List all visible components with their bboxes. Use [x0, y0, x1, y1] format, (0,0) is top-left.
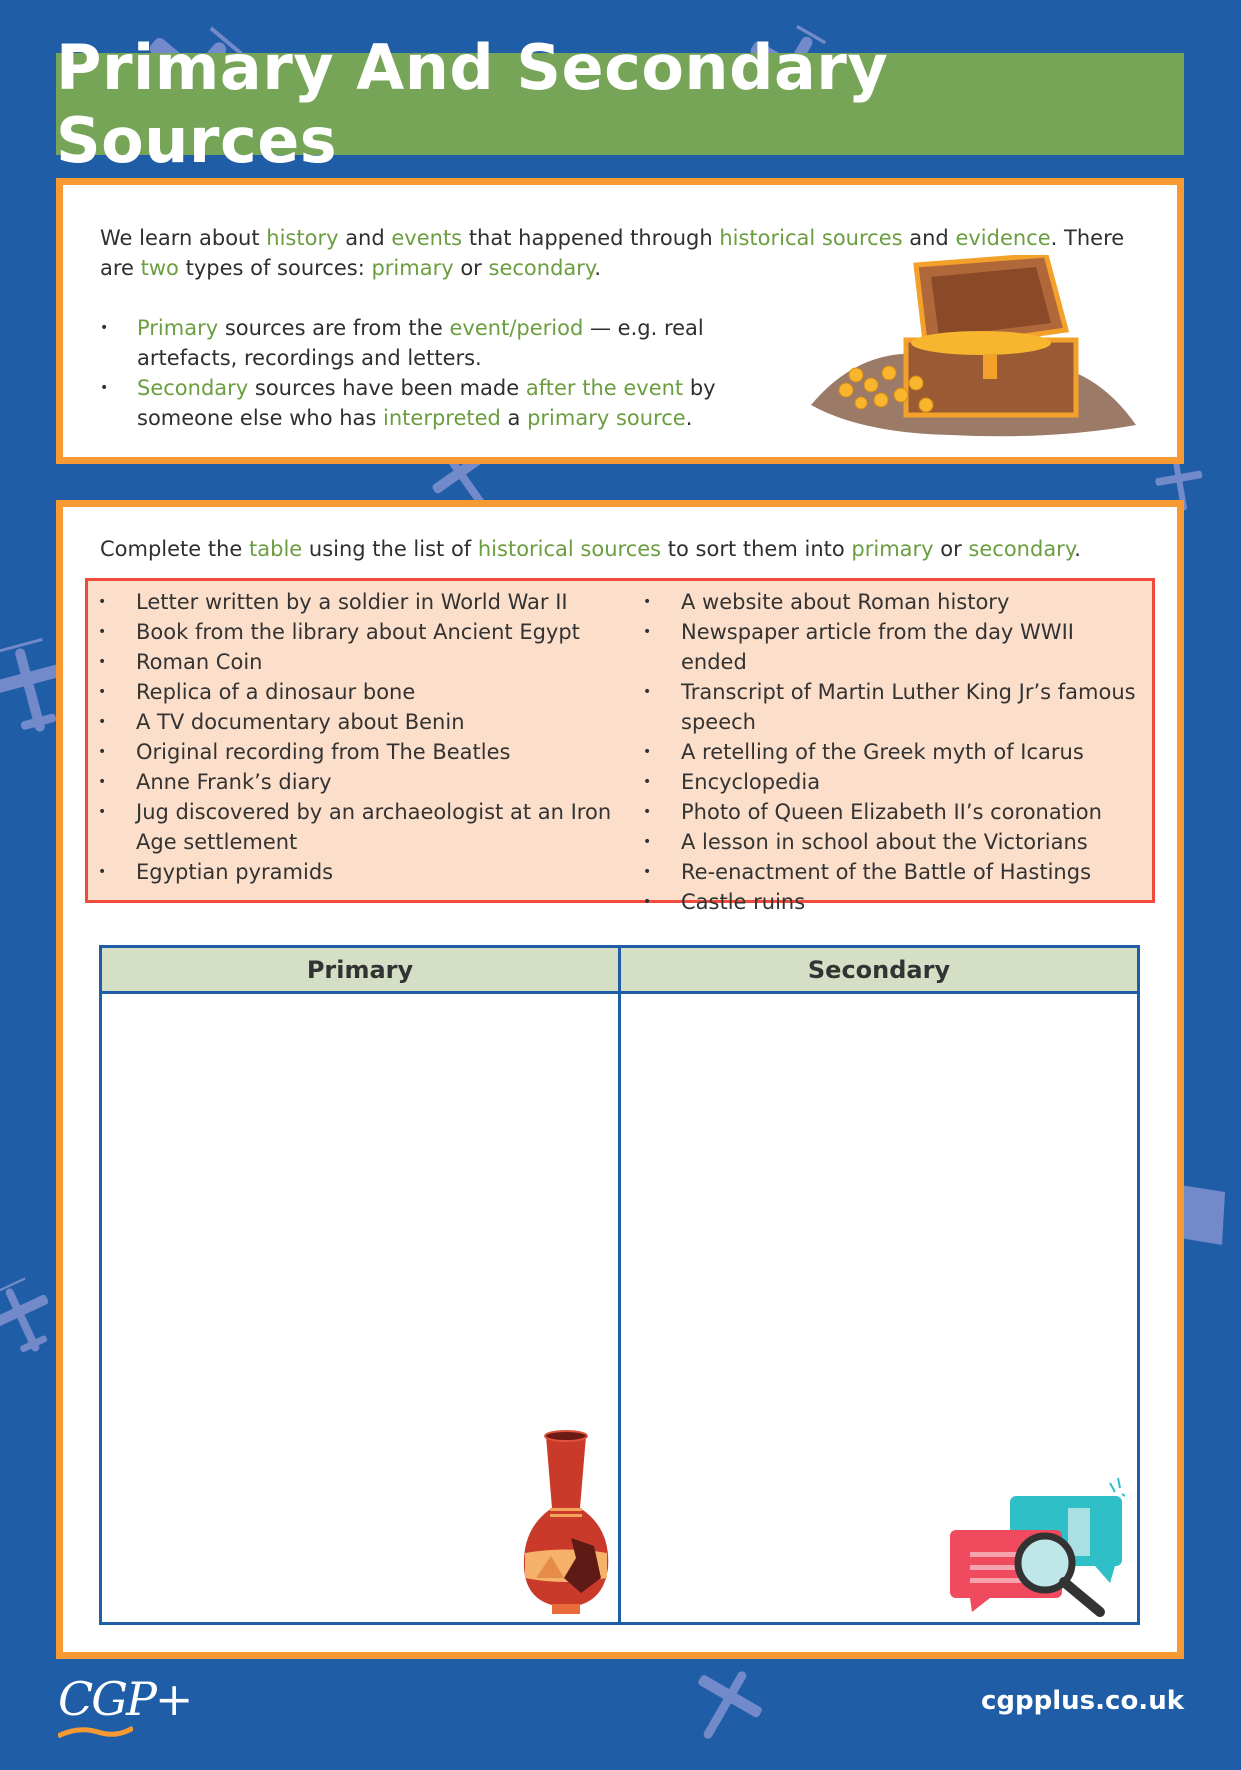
text-span: and — [338, 226, 392, 250]
text-span: . There are — [100, 226, 1125, 280]
primary-column — [102, 948, 618, 1622]
source-item: • Jug discovered by an archaeologist at an Iron Age settlement — [98, 797, 618, 857]
title-banner — [56, 31, 1184, 177]
source-item: • Re-enactment of the Battle of Hastings — [643, 857, 1143, 887]
text-span: sources are from the — [218, 316, 450, 340]
text-span: — e.g. real artefacts, recordings and letters. — [137, 316, 704, 370]
text-span: and — [902, 226, 956, 250]
text-span: using the list of — [302, 537, 478, 561]
highlight-span: two — [140, 256, 179, 280]
source-item: • Castle ruins — [643, 887, 1143, 917]
highlight-span: secondary — [968, 537, 1075, 561]
text-span: to sort them into — [661, 537, 852, 561]
intro-bullet-primary — [100, 313, 780, 373]
highlight-span: primary — [851, 537, 934, 561]
text-span: or — [933, 537, 969, 561]
highlight-span: primary — [371, 256, 454, 280]
intro-bullet-list — [100, 313, 780, 433]
text-span: sources have been made — [248, 376, 526, 400]
secondary-column — [618, 948, 1137, 1622]
highlight-span: events — [391, 226, 463, 250]
highlight-span: interpreted — [383, 406, 501, 430]
plane-silhouette-icon — [667, 1640, 783, 1770]
page-title: Primary And Secondary Sources — [56, 31, 889, 177]
sources-list-box — [85, 578, 1155, 914]
source-item: • Newspaper article from the day WWII ended — [643, 617, 1143, 677]
source-item: • A retelling of the Greek myth of Icarus — [643, 737, 1143, 767]
magnifier-speech-bubbles-icon — [950, 1478, 1125, 1618]
text-span: We learn about — [100, 226, 267, 250]
highlight-span: primary source — [527, 406, 686, 430]
source-item: • Anne Frank’s diary — [98, 767, 618, 797]
source-item: • Photo of Queen Elizabeth II’s coronation — [643, 797, 1143, 827]
task-panel — [56, 500, 1184, 1659]
highlight-span: after the event — [525, 376, 684, 400]
text-span: . — [685, 406, 693, 430]
source-item: • Egyptian pyramids — [98, 857, 618, 887]
source-item: • Original recording from The Beatles — [98, 737, 618, 767]
logo-text: CGP+ — [58, 1672, 192, 1726]
text-span: by someone else who has — [137, 376, 716, 430]
plane-silhouette-icon — [1180, 1180, 1230, 1250]
text-span: Complete the — [100, 537, 250, 561]
highlight-span: historical sources — [719, 226, 903, 250]
highlight-span: history — [266, 226, 339, 250]
sorting-table — [99, 945, 1140, 1625]
text-span: that happened through — [462, 226, 720, 250]
highlight-span: Secondary — [137, 376, 249, 400]
sources-list-left — [98, 587, 618, 887]
cgp-plus-logo — [58, 1672, 191, 1726]
sources-list-right — [643, 587, 1143, 917]
website-link[interactable]: cgpplus.co.uk — [981, 1686, 1184, 1716]
highlight-span: evidence — [955, 226, 1051, 250]
highlight-span: Primary — [137, 316, 219, 340]
source-item: • Encyclopedia — [643, 767, 1143, 797]
source-item: • Transcript of Martin Luther King Jr’s famous speech — [643, 677, 1143, 737]
highlight-span: event/period — [449, 316, 584, 340]
text-span: . — [594, 256, 602, 280]
text-span: . — [1074, 537, 1081, 561]
text-span: types of sources: — [178, 256, 372, 280]
secondary-header: Secondary — [621, 948, 1137, 994]
source-item: • A website about Roman history — [643, 587, 1143, 617]
broken-vase-icon — [516, 1428, 616, 1618]
source-item: • Roman Coin — [98, 647, 618, 677]
highlight-span: secondary — [488, 256, 595, 280]
source-item: • A lesson in school about the Victorians — [643, 827, 1143, 857]
highlight-span: table — [249, 537, 303, 561]
task-instruction — [100, 537, 1081, 561]
source-item: • Book from the library about Ancient Egypt — [98, 617, 618, 647]
source-item: • Letter written by a soldier in World War II — [98, 587, 618, 617]
text-span: or — [453, 256, 489, 280]
intro-bullet-secondary — [100, 373, 780, 433]
text-span: a — [500, 406, 528, 430]
highlight-span: historical sources — [477, 537, 662, 561]
source-item: • A TV documentary about Benin — [98, 707, 618, 737]
primary-header: Primary — [102, 948, 618, 994]
logo-swoosh-icon — [58, 1724, 133, 1740]
source-item: • Replica of a dinosaur bone — [98, 677, 618, 707]
intro-panel — [56, 178, 1184, 464]
treasure-chest-icon — [801, 255, 1141, 445]
